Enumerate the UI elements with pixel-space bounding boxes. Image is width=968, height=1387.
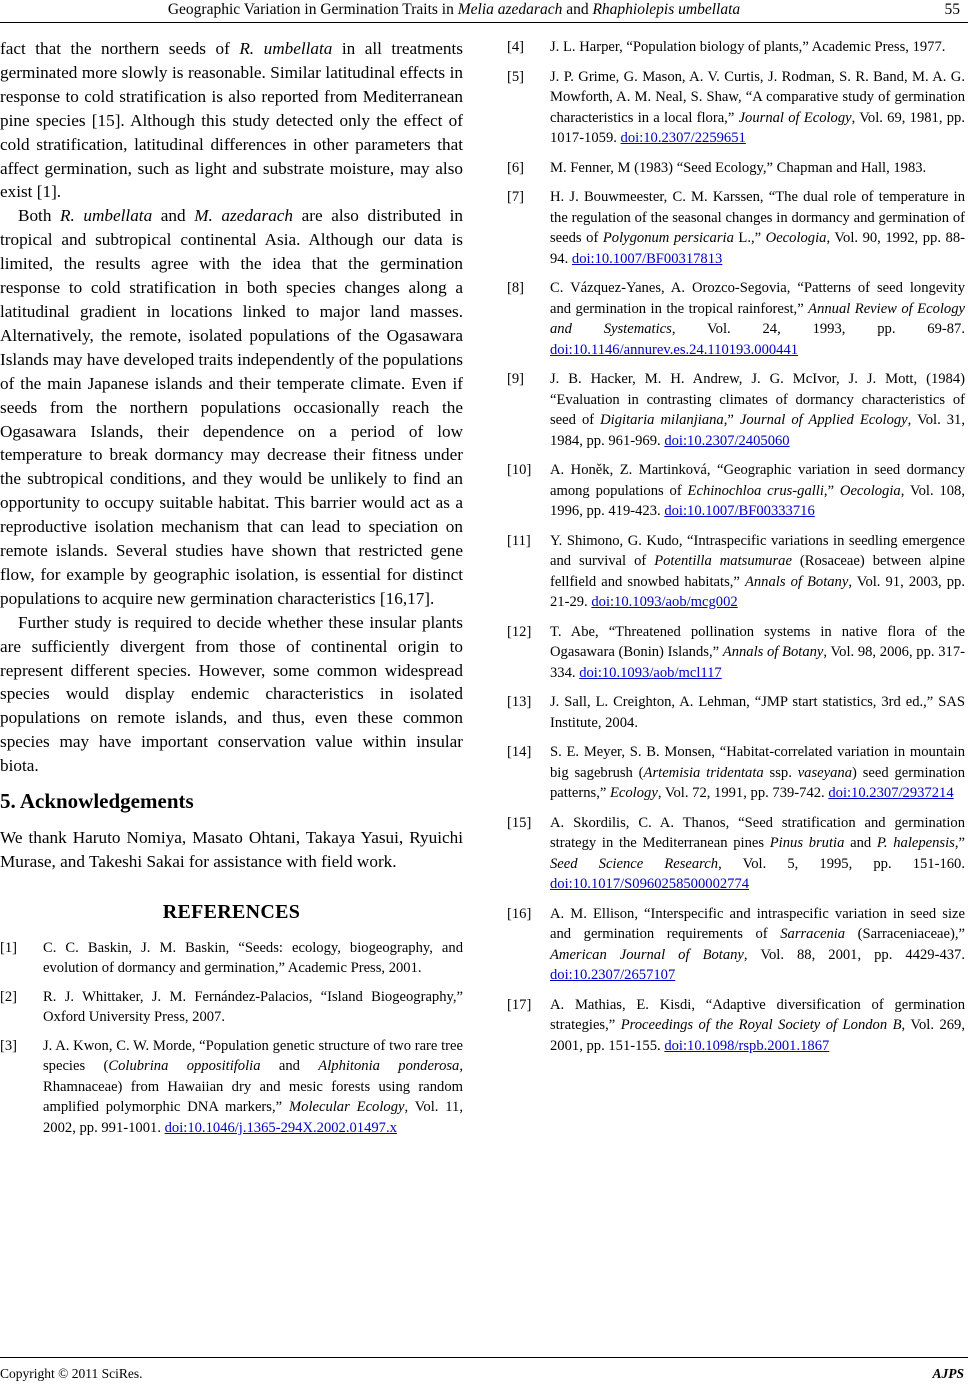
reference-text	[550, 371, 965, 449]
reference-number: [7]	[507, 189, 525, 205]
reference-entry	[507, 67, 965, 149]
species-name: R. umbellata	[239, 39, 333, 58]
doi-link[interactable]: doi:10.1017/S0960258500002774	[550, 876, 750, 892]
text-run: H. J. Bouwmeester, C. M. Karssen, “The dual role of temperature in the regulation of the seasonal changes in dormancy and germination of seeds of	[550, 189, 965, 246]
italic-title: Potentilla matsumurae	[654, 553, 792, 569]
doi-link[interactable]: doi:10.1007/BF00333716	[664, 503, 815, 519]
italic-title: Polygonum persicaria	[602, 230, 734, 246]
reference-number: [1]	[0, 939, 18, 956]
body-paragraph-2	[0, 204, 463, 610]
reference-number: [6]	[507, 159, 525, 176]
reference-list-right	[507, 37, 965, 1056]
species-name: R. umbellata	[60, 206, 153, 226]
reference-number: [2]	[0, 988, 18, 1005]
running-title	[0, 1, 908, 19]
italic-title: Oecologia	[765, 230, 827, 246]
reference-number: [4]	[507, 39, 525, 55]
text-run: A. Skordilis, C. A. Thanos, “Seed stratification and germination strategy in the Mediterranean pines	[550, 814, 965, 851]
reference-text	[550, 694, 965, 731]
text-run: R. J. Whittaker, J. M. Fernández-Palacios, “Island Biogeography,” Oxford University Press, 2007.	[43, 988, 463, 1026]
text-run: ,”	[723, 412, 740, 428]
text-run: fact that the northern seeds of	[0, 39, 240, 58]
text-run: (Sarraceniaceae),”	[845, 926, 965, 942]
text-run: J. Sall, L. Creighton, A. Lehman, “JMP start statistics, 3rd ed.,” SAS Institute, 2004.	[550, 694, 965, 731]
page-number: 55	[944, 1, 960, 18]
body-paragraph-1	[0, 37, 463, 204]
text-run: , Vol. 24, 1993, pp. 69-87.	[671, 321, 965, 337]
italic-title: Proceedings of the Royal Society of London B	[620, 1017, 902, 1033]
reference-list-left	[0, 938, 463, 1139]
text-run: and	[844, 835, 877, 851]
reference-text	[550, 160, 926, 176]
text-run: J. A. Kwon, C. W. Morde, “Population genetic structure of two rare tree species (	[43, 1037, 463, 1075]
italic-title: Annual Review of Ecology and Systematics	[550, 300, 965, 337]
italic-title: Journal of Ecology	[738, 109, 852, 126]
references-heading: REFERENCES	[162, 900, 301, 923]
text-run: , Vol. 69, 1981, pp. 1017-1059.	[550, 109, 965, 146]
doi-link[interactable]: doi:10.1146/annurev.es.24.110193.000441	[550, 341, 799, 358]
right-column	[507, 37, 965, 1065]
reference-entry	[507, 158, 965, 179]
text-run: , Vol. 11, 2002, pp. 991-1001.	[43, 1099, 463, 1136]
reference-entry	[507, 742, 965, 804]
doi-link[interactable]: doi:10.1046/j.1365-294X.2002.01497.x	[164, 1119, 397, 1136]
text-run: ) seed germination patterns,”	[550, 764, 965, 801]
reference-number: [14]	[507, 744, 532, 760]
reference-text	[550, 280, 965, 358]
text-run: , Vol. 269, 2001, pp. 151-155.	[550, 1017, 966, 1054]
acknowledgements-text: We thank Haruto Nomiya, Masato Ohtani, Takaya Yasui, Ryuichi Murase, and Takeshi Sakai for assistance with field work.	[0, 828, 463, 871]
text-run: ,”	[954, 835, 965, 851]
reference-entry	[507, 904, 965, 986]
doi-link[interactable]: doi:10.1007/BF00317813	[571, 250, 723, 267]
doi-link[interactable]: doi:10.1093/aob/mcg002	[591, 594, 738, 610]
italic-title: Echinochloa crus-galli	[687, 482, 824, 499]
text-run: and	[152, 206, 195, 226]
species-name: Rhaphiolepis umbellata	[592, 1, 741, 18]
italic-title: Artemisia tridentata	[643, 764, 764, 781]
left-column	[0, 37, 463, 1146]
italic-title: Ecology	[609, 785, 658, 801]
text-run: , Vol. 5, 1995, pp. 151-160.	[718, 855, 965, 872]
reference-entry	[507, 278, 965, 360]
text-run: Y. Shimono, G. Kudo, “Intraspecific variations in seedling emergence and survival of	[550, 532, 965, 569]
doi-link[interactable]: doi:10.2307/2657107	[550, 967, 676, 983]
text-run: , Vol. 90, 1992, pp. 88-94.	[550, 230, 965, 267]
reference-entry	[507, 460, 965, 522]
italic-title: P. halepensis	[876, 835, 955, 851]
body-paragraph-3: Further study is required to decide whether these insular plants are sufficiently divergent from those of continental origin to represent different species. However, some common widespread species would display endemic characteristics in isolated populations on remote islands, and thus, even these common species may have important conservation value within insular biota.	[0, 612, 463, 776]
reference-text	[43, 989, 463, 1026]
italic-title: Seed Science Research	[550, 855, 719, 872]
text-run: M. Fenner, M (1983) “Seed Ecology,” Chapman and Hall, 1983.	[550, 159, 927, 176]
reference-text	[550, 997, 965, 1054]
reference-number: [9]	[507, 371, 525, 387]
text-run: Both	[18, 206, 61, 226]
italic-title: Digitaria milanjiana	[600, 412, 724, 428]
reference-entry	[507, 369, 965, 451]
doi-link[interactable]: doi:10.2307/2405060	[664, 432, 790, 449]
reference-text	[550, 189, 965, 267]
reference-number: [5]	[507, 68, 525, 85]
text-run: A. Mathias, E. Kisdi, “Adaptive diversification of germination strategies,”	[550, 996, 965, 1033]
reference-text	[43, 1038, 463, 1136]
reference-entry	[507, 531, 965, 613]
text-run: in all treatments germinated more slowly is reasonable. Similar latitudinal effects in response to cold stratification is also reported from Mediterranean pine species [15]. Although this study detected only the effect of cold stratification, latitudinal differences in other parameters that affect germination, such as light and substrate moisture, may also exist [1].	[0, 39, 463, 202]
reference-text	[550, 815, 965, 893]
text-run: L.,”	[733, 230, 766, 246]
reference-number: [16]	[507, 905, 532, 922]
reference-entry	[0, 1036, 463, 1139]
text-run: , Vol. 72, 1991, pp. 739-742.	[657, 785, 829, 801]
text-run: S. E. Meyer, S. B. Monsen, “Habitat-correlated variation in mountain big sagebrush (	[550, 744, 965, 781]
reference-text	[550, 69, 965, 147]
text-run: C. Vázquez-Yanes, A. Orozco-Segovia, “Patterns of seed longevity and germination in the tropical rainforest,”	[550, 280, 965, 317]
species-name: M. azedarach	[194, 206, 294, 226]
italic-title: Sarracenia	[780, 926, 846, 942]
acknowledgements-heading: 5. Acknowledgements	[0, 789, 194, 814]
species-name: Melia azedarach	[457, 1, 563, 18]
doi-link[interactable]: doi:10.2307/2259651	[620, 130, 746, 146]
text-run: are also distributed in tropical and subtropical continental Asia. Although our data is limited, the results agree with the idea that the germination response to cold stratification in both species changes along a latitudinal gradient in locations linked to major land masses. Alternatively, the remote, isolated populations of the Ogasawara Islands may have developed traits independently of the populations of the main Japanese islands and their temperate climate. Even if seeds from the northern populations occasionally reach the Ogasawara Islands, their dependence on a period of low temperature to break dormancy may decrease their fitness under the subtropical conditions, and they would be unlikely to find an opportunity to occupy suitable habitat. This barrier would act as a reproductive isolation mechanism that can lead to speciation on remote islands. Several studies have shown that restricted gene flow, for example by geographic isolation, is essential for distinct populations to acquire new germination characteristics [16,17].	[0, 206, 463, 608]
text-run: , Vol. 108, 1996, pp. 419-423.	[550, 482, 965, 519]
reference-entry	[507, 995, 965, 1057]
reference-number: [15]	[507, 814, 532, 831]
journal-abbreviation: AJPS	[932, 1366, 964, 1381]
text-run: , Rhamnaceae) from Hawaiian dry and mesic forests using random amplified polymorphic DNA markers,”	[43, 1058, 463, 1116]
reference-text	[550, 744, 965, 801]
reference-entry	[507, 37, 965, 58]
reference-entry	[507, 622, 965, 684]
text-run: J. P. Grime, G. Mason, A. V. Curtis, J. Rodman, S. R. Band, M. A. G. Mowforth, A. M. Neal, S. Shaw, “A comparative study of germination characteristics in a local flora,”	[550, 68, 965, 126]
reference-number: [3]	[0, 1037, 18, 1054]
text-run: (Rosaceae) between alpine fellfield and snowbed habitats,”	[550, 553, 965, 590]
reference-entry	[0, 987, 463, 1028]
doi-link[interactable]: doi:10.2307/2937214	[828, 785, 954, 801]
italic-title: Pinus brutia	[769, 835, 845, 851]
italic-title: Molecular Ecology	[288, 1099, 405, 1116]
text-run: A. M. Ellison, “Interspecific and intraspecific variation in seed size and germination requirements of	[550, 905, 965, 942]
text-run: , Vol. 98, 2006, pp. 317-334.	[550, 644, 965, 681]
reference-text	[550, 39, 945, 55]
page-footer	[0, 1357, 968, 1387]
italic-title: Annals of Botany	[722, 644, 824, 660]
doi-link[interactable]: doi:10.1098/rspb.2001.1867	[664, 1037, 830, 1054]
reference-number: [17]	[507, 996, 532, 1013]
italic-title: American Journal of Botany	[550, 946, 744, 963]
copyright-notice: Copyright © 2011 SciRes.	[0, 1366, 143, 1381]
running-header	[0, 0, 968, 23]
reference-entry	[507, 187, 965, 269]
running-title-text: Geographic Variation in Germination Traits in	[167, 1, 458, 18]
reference-text	[550, 624, 965, 681]
reference-text	[43, 940, 463, 977]
reference-entry	[507, 692, 965, 733]
text-run: C. C. Baskin, J. M. Baskin, “Seeds: ecology, biogeography, and evolution of dormancy and germination,” Academic Press, 2001.	[43, 939, 463, 977]
reference-entry	[507, 813, 965, 895]
reference-text	[550, 462, 965, 519]
text-run: and	[260, 1058, 319, 1075]
running-title-text: and	[562, 1, 593, 18]
text-run: ssp.	[763, 764, 798, 781]
reference-number: [12]	[507, 623, 532, 640]
italic-title: Colubrina oppositifolia	[108, 1058, 261, 1075]
reference-entry	[0, 938, 463, 979]
italic-title: Journal of Applied Ecology	[739, 412, 908, 428]
reference-number: [11]	[507, 532, 531, 549]
text-run: J. L. Harper, “Population biology of plants,” Academic Press, 1977.	[550, 39, 946, 55]
text-run: J. B. Hacker, M. H. Andrew, J. G. McIvor, J. J. Mott, (1984) “Evaluation in contrasting climates of dormancy characteristics of seed of	[550, 371, 965, 428]
text-run: , Vol. 88, 2001, pp. 4429-437.	[743, 946, 965, 963]
text-run: , Vol. 91, 2003, pp. 21-29.	[550, 573, 965, 610]
italic-title: Oecologia	[839, 482, 901, 499]
italic-title: Alphitonia ponderosa	[318, 1058, 460, 1075]
reference-number: [8]	[507, 280, 525, 296]
italic-title: Annals of Botany	[744, 573, 849, 590]
reference-text	[550, 533, 965, 611]
text-run: ,”	[823, 482, 840, 499]
reference-number: [13]	[507, 694, 532, 710]
text-run: A. Honěk, Z. Martinková, “Geographic variation in seed dormancy among populations of	[550, 462, 965, 499]
text-run: T. Abe, “Threatened pollination systems in native flora of the Ogasawara (Bonin) Islands,”	[550, 623, 965, 660]
doi-link[interactable]: doi:10.1093/aob/mcl117	[579, 664, 722, 681]
reference-number: [10]	[507, 462, 532, 478]
italic-title: vaseyana	[797, 764, 852, 781]
reference-text	[550, 906, 965, 984]
text-run: , Vol. 31, 1984, pp. 961-969.	[550, 412, 965, 449]
